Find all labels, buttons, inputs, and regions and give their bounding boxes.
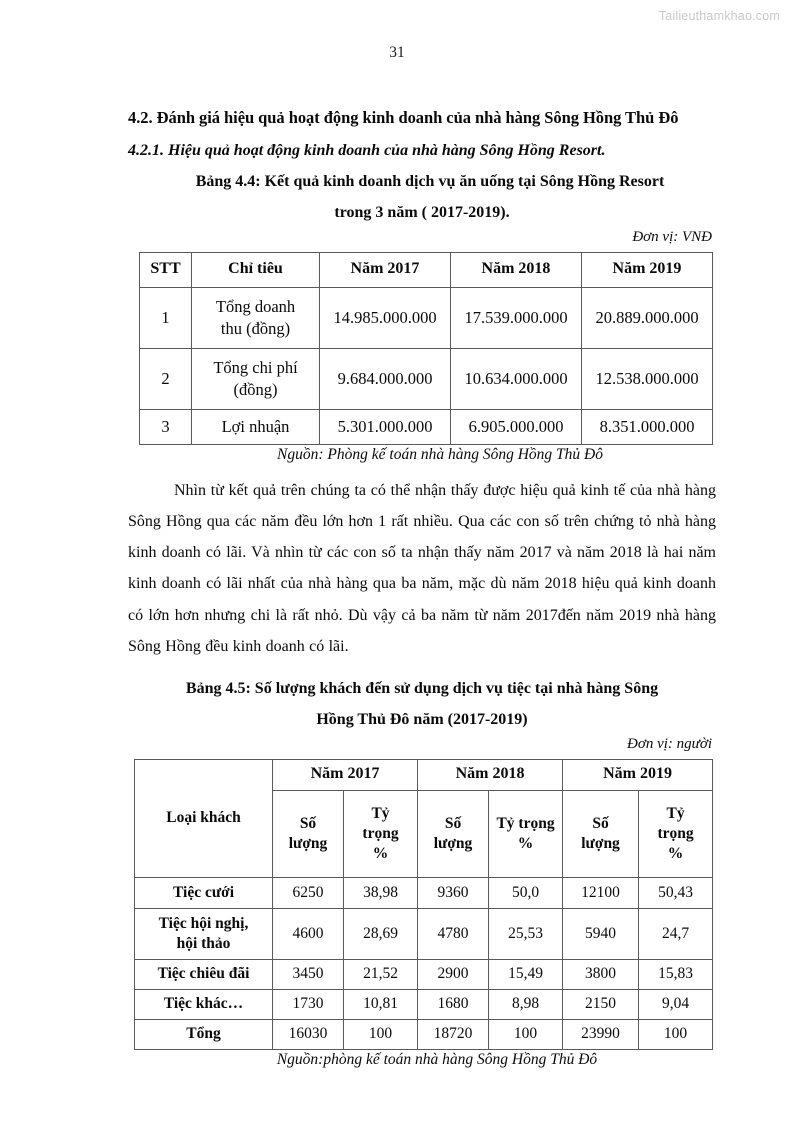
cell-value-2019: 20.889.000.000 xyxy=(582,287,713,348)
column-header-quantity-2018 xyxy=(418,790,489,877)
cell-guest-type-total: Tổng xyxy=(135,1019,273,1049)
cell-quantity-2017: 3450 xyxy=(273,959,344,989)
cell-ratio-2018: 25,53 xyxy=(489,908,563,959)
cell-value-2017: 14.985.000.000 xyxy=(320,287,451,348)
subheader-line: lượng xyxy=(288,834,328,852)
column-header-indicator: Chỉ tiêu xyxy=(192,252,320,287)
cell-stt: 3 xyxy=(140,409,192,444)
cell-ratio-2018: 15,49 xyxy=(489,959,563,989)
table-4-4-unit: Đơn vị: VNĐ xyxy=(632,228,712,245)
column-header-guest-type: Loại khách xyxy=(135,759,273,877)
subheader-line: Số xyxy=(444,814,462,832)
cell-quantity-2018: 18720 xyxy=(418,1019,489,1049)
cell-indicator-line-2: (đồng) xyxy=(233,379,278,399)
cell-guest-type: Tiệc chiêu đãi xyxy=(135,959,273,989)
cell-guest-type: Tiệc cưới xyxy=(135,877,273,908)
cell-quantity-2018: 9360 xyxy=(418,877,489,908)
subheader-line: Tỷ trọng xyxy=(496,814,555,832)
subheader-line: trọng xyxy=(657,824,694,842)
table-row xyxy=(140,348,713,409)
cell-quantity-2019: 2150 xyxy=(563,989,639,1019)
cell-ratio-2019: 100 xyxy=(639,1019,713,1049)
cell-indicator xyxy=(192,348,320,409)
cell-value-2017: 9.684.000.000 xyxy=(320,348,451,409)
table-4-5-unit: Đơn vị: người xyxy=(626,735,712,752)
subheader-line: % xyxy=(667,844,684,862)
cell-guest-type xyxy=(135,908,273,959)
subheader-line: trọng xyxy=(362,824,399,842)
cell-indicator-line-2: thu (đồng) xyxy=(220,318,291,338)
table-4-5-caption-line-2: Hồng Thủ Đô năm (2017-2019) xyxy=(316,710,528,728)
cell-line: Tiệc hội nghị, xyxy=(158,914,249,932)
subheader-line: % xyxy=(517,834,534,852)
cell-ratio-2019: 50,43 xyxy=(639,877,713,908)
subheader-line: Số xyxy=(299,814,317,832)
cell-quantity-2017: 1730 xyxy=(273,989,344,1019)
watermark-text: Tailieuthamkhao.com xyxy=(658,9,780,23)
cell-ratio-2017: 100 xyxy=(344,1019,418,1049)
cell-value-2017: 5.301.000.000 xyxy=(320,409,451,444)
column-header-year-2018: Năm 2018 xyxy=(418,759,563,790)
cell-ratio-2019: 24,7 xyxy=(639,908,713,959)
table-row xyxy=(140,252,713,287)
cell-quantity-2019: 3800 xyxy=(563,959,639,989)
table-row xyxy=(140,287,713,348)
cell-stt: 1 xyxy=(140,287,192,348)
cell-value-2018: 17.539.000.000 xyxy=(451,287,582,348)
table-row xyxy=(135,989,713,1019)
cell-indicator-line-1: Tổng chi phí xyxy=(213,358,298,378)
section-heading: 4.2. Đánh giá hiệu quả hoạt động kinh doanh của nhà hàng Sông Hồng Thủ Đô xyxy=(128,108,679,127)
cell-indicator xyxy=(192,287,320,348)
cell-ratio-2017: 21,52 xyxy=(344,959,418,989)
table-row xyxy=(135,959,713,989)
column-header-ratio-2018 xyxy=(489,790,563,877)
subheader-line: lượng xyxy=(433,834,473,852)
cell-quantity-2017: 6250 xyxy=(273,877,344,908)
subheader-line: Số xyxy=(592,814,609,832)
column-header-stt: STT xyxy=(140,252,192,287)
cell-guest-type: Tiệc khác… xyxy=(135,989,273,1019)
table-row xyxy=(135,877,713,908)
cell-value-2019: 12.538.000.000 xyxy=(582,348,713,409)
cell-ratio-2018: 50,0 xyxy=(489,877,563,908)
cell-ratio-2019: 9,04 xyxy=(639,989,713,1019)
cell-ratio-2017: 28,69 xyxy=(344,908,418,959)
column-header-quantity-2017 xyxy=(273,790,344,877)
cell-value-2018: 6.905.000.000 xyxy=(451,409,582,444)
cell-ratio-2019: 15,83 xyxy=(639,959,713,989)
table-row xyxy=(135,908,713,959)
column-header-year-2019: Năm 2019 xyxy=(563,759,713,790)
table-row xyxy=(140,409,713,444)
cell-quantity-2019: 5940 xyxy=(563,908,639,959)
table-4-5-caption-line-1: Bảng 4.5: Số lượng khách đến sử dụng dịch vụ tiệc tại nhà hàng Sông xyxy=(185,679,659,697)
cell-quantity-2018: 1680 xyxy=(418,989,489,1019)
table-4-4-source: Nguồn: Phòng kế toán nhà hàng Sông Hồng Thủ Đô xyxy=(277,445,603,463)
cell-ratio-2018: 100 xyxy=(489,1019,563,1049)
page-content xyxy=(128,104,716,1069)
table-4-5-source: Nguồn:phòng kế toán nhà hàng Sông Hồng Thủ Đô xyxy=(276,1050,598,1068)
table-row xyxy=(135,759,713,790)
table-4-4-caption-line-2: trong 3 năm ( 2017-2019). xyxy=(334,203,510,221)
table-4-4-caption-line-1: Bảng 4.4: Kết quả kinh doanh dịch vụ ăn uống tại Sông Hồng Resort xyxy=(195,172,665,190)
cell-quantity-2017: 16030 xyxy=(273,1019,344,1049)
cell-quantity-2017: 4600 xyxy=(273,908,344,959)
cell-ratio-2018: 8,98 xyxy=(489,989,563,1019)
cell-ratio-2017: 10,81 xyxy=(344,989,418,1019)
cell-quantity-2018: 2900 xyxy=(418,959,489,989)
cell-indicator-line-1: Tổng doanh xyxy=(215,297,296,317)
cell-value-2019: 8.351.000.000 xyxy=(582,409,713,444)
column-header-year-2017: Năm 2017 xyxy=(273,759,418,790)
table-row xyxy=(135,1019,713,1049)
cell-indicator: Lợi nhuận xyxy=(192,409,320,444)
column-header-ratio-2019 xyxy=(639,790,713,877)
table-4-5 xyxy=(134,759,713,1050)
cell-stt: 2 xyxy=(140,348,192,409)
table-4-4 xyxy=(139,252,713,445)
cell-value-2018: 10.634.000.000 xyxy=(451,348,582,409)
column-header-ratio-2017 xyxy=(344,790,418,877)
cell-quantity-2018: 4780 xyxy=(418,908,489,959)
subsection-heading: 4.2.1. Hiệu quả hoạt động kinh doanh của nhà hàng Sông Hồng Resort. xyxy=(128,142,606,160)
page-number: 31 xyxy=(389,44,405,61)
subheader-line: Tỷ xyxy=(371,804,390,822)
subheader-line: lượng xyxy=(581,834,620,852)
column-header-year-2017: Năm 2017 xyxy=(320,252,451,287)
cell-quantity-2019: 12100 xyxy=(563,877,639,908)
cell-ratio-2017: 38,98 xyxy=(344,877,418,908)
cell-quantity-2019: 23990 xyxy=(563,1019,639,1049)
subheader-line: % xyxy=(372,844,389,862)
subheader-line: Tỷ xyxy=(666,804,685,822)
cell-line: hội thảo xyxy=(176,934,231,952)
column-header-year-2019: Năm 2019 xyxy=(582,252,713,287)
column-header-year-2018: Năm 2018 xyxy=(451,252,582,287)
body-paragraph: Nhìn từ kết quả trên chúng ta có thể nhận thấy được hiệu quả kinh tế của nhà hàng Sông Hồng qua các năm đều lớn hơn 1 rất nhiều. Qua các con số trên chứng tỏ nhà hàng kinh doanh có lãi. Và nhìn từ các con số ta nhận thấy năm 2017 và năm 2018 là hai năm kinh doanh có lãi nhất của nhà hàng qua ba năm, mặc dù năm 2018 hiệu quả kinh doanh có lớn hơn nhưng chi là rất nhỏ. Dù vậy cả ba năm từ năm 2017đến năm 2019 nhà hàng Sông Hồng đều kinh doanh có lãi. xyxy=(128,481,716,655)
column-header-quantity-2019 xyxy=(563,790,639,877)
